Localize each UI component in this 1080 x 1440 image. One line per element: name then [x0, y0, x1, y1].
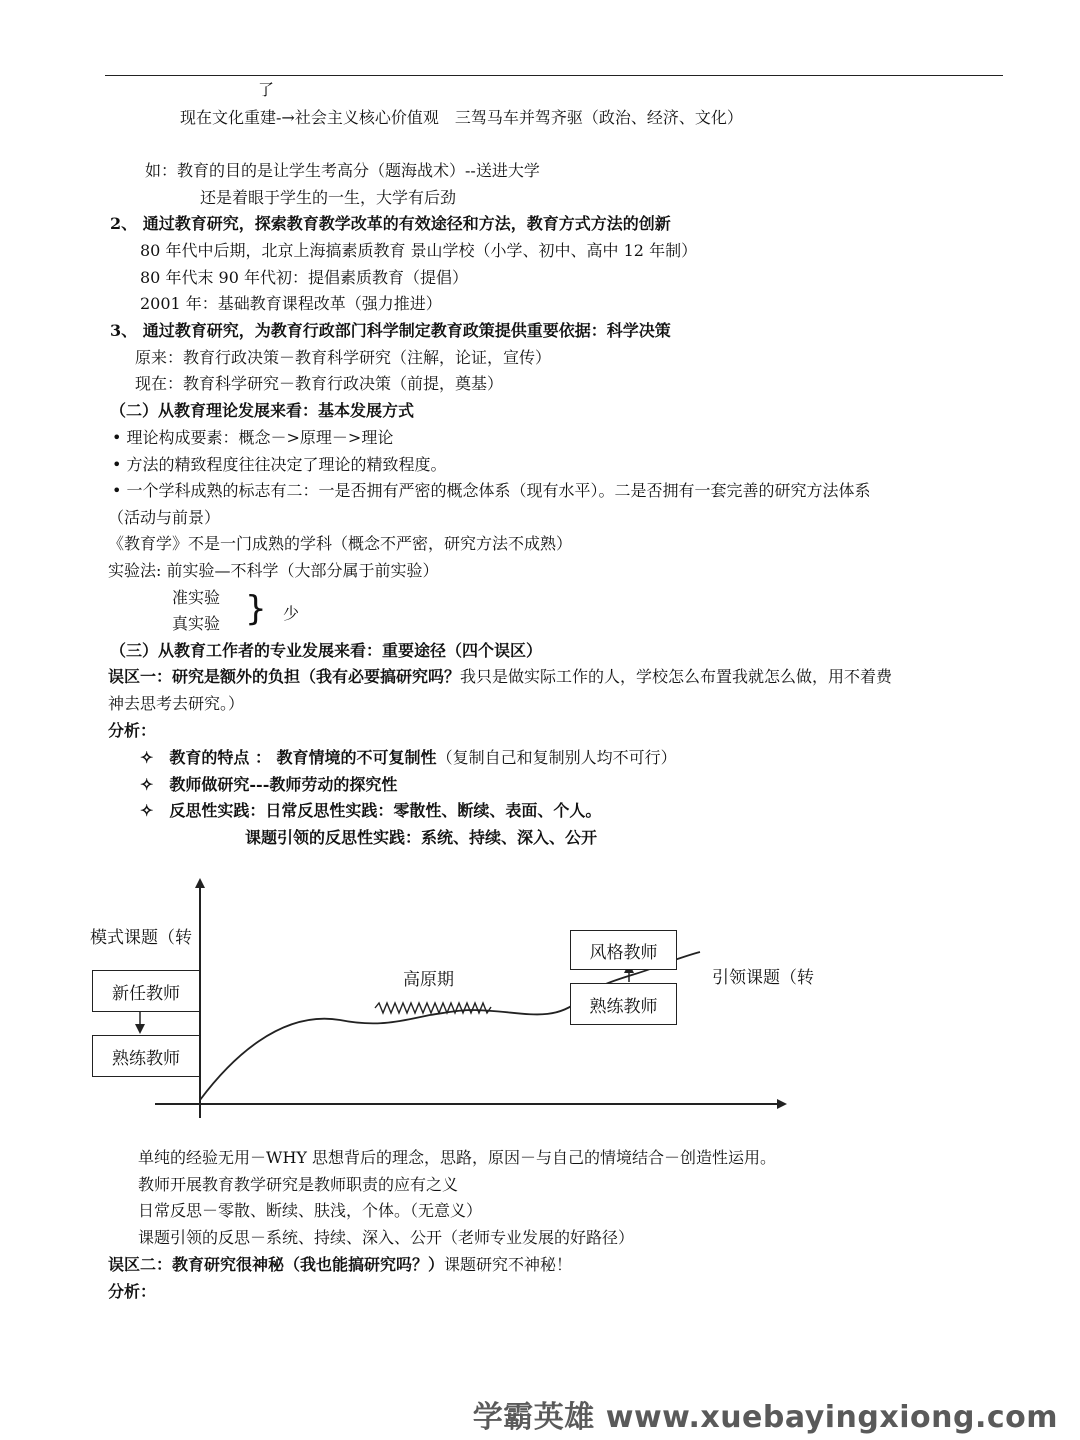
analysis-label: 分析： — [108, 1282, 157, 1301]
skilled-teacher-box-left: 熟练教师 — [92, 1035, 200, 1077]
text-line — [108, 667, 892, 687]
text-line: 现在：教育科学研究－教育行政决策（前提，奠基） — [135, 374, 504, 393]
bullet-note: （复制自己和复制别人均不可行） — [436, 748, 677, 767]
section-heading: （二）从教育理论发展来看：基本发展方式 — [110, 401, 415, 420]
plateau-label: 高原期 — [403, 970, 454, 990]
text-line: 日常反思－零散、断续、肤浅，个体。（无意义） — [138, 1201, 483, 1220]
bullet-line — [140, 748, 677, 768]
text-line: 现在文化重建-→社会主义核心价值观 三驾马车并驾齐驱（政治、经济、文化） — [180, 108, 743, 127]
new-teacher-box: 新任教师 — [92, 970, 200, 1012]
text-line: 神去思考去研究。） — [108, 694, 245, 713]
text-line: 了 — [258, 80, 275, 99]
text-line: 实验法: 前实验—不科学（大部分属于前实验） — [108, 561, 439, 580]
misconception-title: 误区二：教育研究很神秘（我也能搞研究吗？） — [108, 1255, 445, 1274]
text-line: 少 — [283, 604, 300, 623]
skilled-teacher-box-right: 熟练教师 — [570, 983, 677, 1025]
plateau-zigzag — [375, 1003, 491, 1013]
analysis-label: 分析： — [108, 721, 157, 740]
text-line: 如：教育的目的是让学生考高分（题海战术）--送进大学 — [145, 161, 540, 180]
bullet-line: • 方法的精致程度往往决定了理论的精致程度。 — [112, 455, 447, 474]
text-line: 原来：教育行政决策－教育科学研究（注解，论证，宣传） — [135, 348, 552, 367]
section-heading: 2、 通过教育研究，探索教育教学改革的有效途径和方法，教育方式方法的创新 — [110, 214, 671, 233]
text-line: 教师开展教育教学研究是教师职责的应有之义 — [138, 1175, 459, 1194]
text-line: 还是着眼于学生的一生，大学有后劲 — [200, 188, 457, 207]
text-line: 80 年代中后期，北京上海搞素质教育 景山学校（小学、初中、高中 12 年制） — [140, 241, 698, 260]
text-line: 2001 年：基础教育课程改革（强力推进） — [140, 294, 442, 313]
bullet-line: ✧ 反思性实践：日常反思性实践：零散性、断续、表面、个人。 — [140, 801, 602, 820]
bullet-line: • 一个学科成熟的标志有二：一是否拥有严密的概念体系（现有水平）。二是否拥有一套完善的研究方法体系 — [112, 481, 871, 500]
misconception-title: 误区一：研究是额外的负担（我有必要搞研究吗？ — [108, 667, 461, 686]
right-caption: 引领课题（转 — [712, 968, 814, 988]
text-line: 单纯的经验无用－WHY 思想背后的理念，思路，原因－与自己的情境结合－创造性运用。 — [138, 1148, 777, 1167]
bullet-bold: ✧ 教育的特点 ： 教育情境的不可复制性 — [140, 748, 437, 767]
text-line: 80 年代末 90 年代初：提倡素质教育（提倡） — [140, 268, 468, 287]
text-line: 课题引领的反思性实践：系统、持续、深入、公开 — [245, 828, 598, 847]
misconception-detail: 课题研究不神秘！ — [444, 1255, 573, 1274]
text-line: 课题引领的反思－系统、持续、深入、公开（老师专业发展的好路径） — [138, 1228, 635, 1247]
left-caption: 模式课题（转 — [90, 928, 192, 948]
bullet-line: ✧ 教师做研究---教师劳动的探究性 — [140, 775, 398, 794]
misconception-detail: 我只是做实际工作的人，学校怎么布置我就怎么做，用不着费 — [460, 667, 893, 686]
text-line: 《教育学》不是一门成熟的学科（概念不严密，研究方法不成熟） — [108, 534, 573, 553]
section-heading: 3、 通过教育研究，为教育行政部门科学制定教育政策提供重要依据：科学决策 — [110, 321, 671, 340]
text-line: （活动与前景） — [108, 508, 221, 527]
text-line: 准实验 — [172, 588, 221, 607]
style-teacher-box: 风格教师 — [570, 930, 677, 970]
brace-symbol: } — [245, 589, 267, 629]
bullet-line: • 理论构成要素：概念－>原理－>理论 — [112, 428, 394, 447]
footer-watermark: 学霸英雄 www.xuebayingxiong.com — [472, 1400, 1058, 1435]
section-heading: （三）从教育工作者的专业发展来看：重要途径（四个误区） — [110, 641, 543, 660]
text-line: 真实验 — [172, 614, 221, 633]
text-line — [108, 1255, 572, 1275]
header-rule — [105, 75, 1003, 76]
